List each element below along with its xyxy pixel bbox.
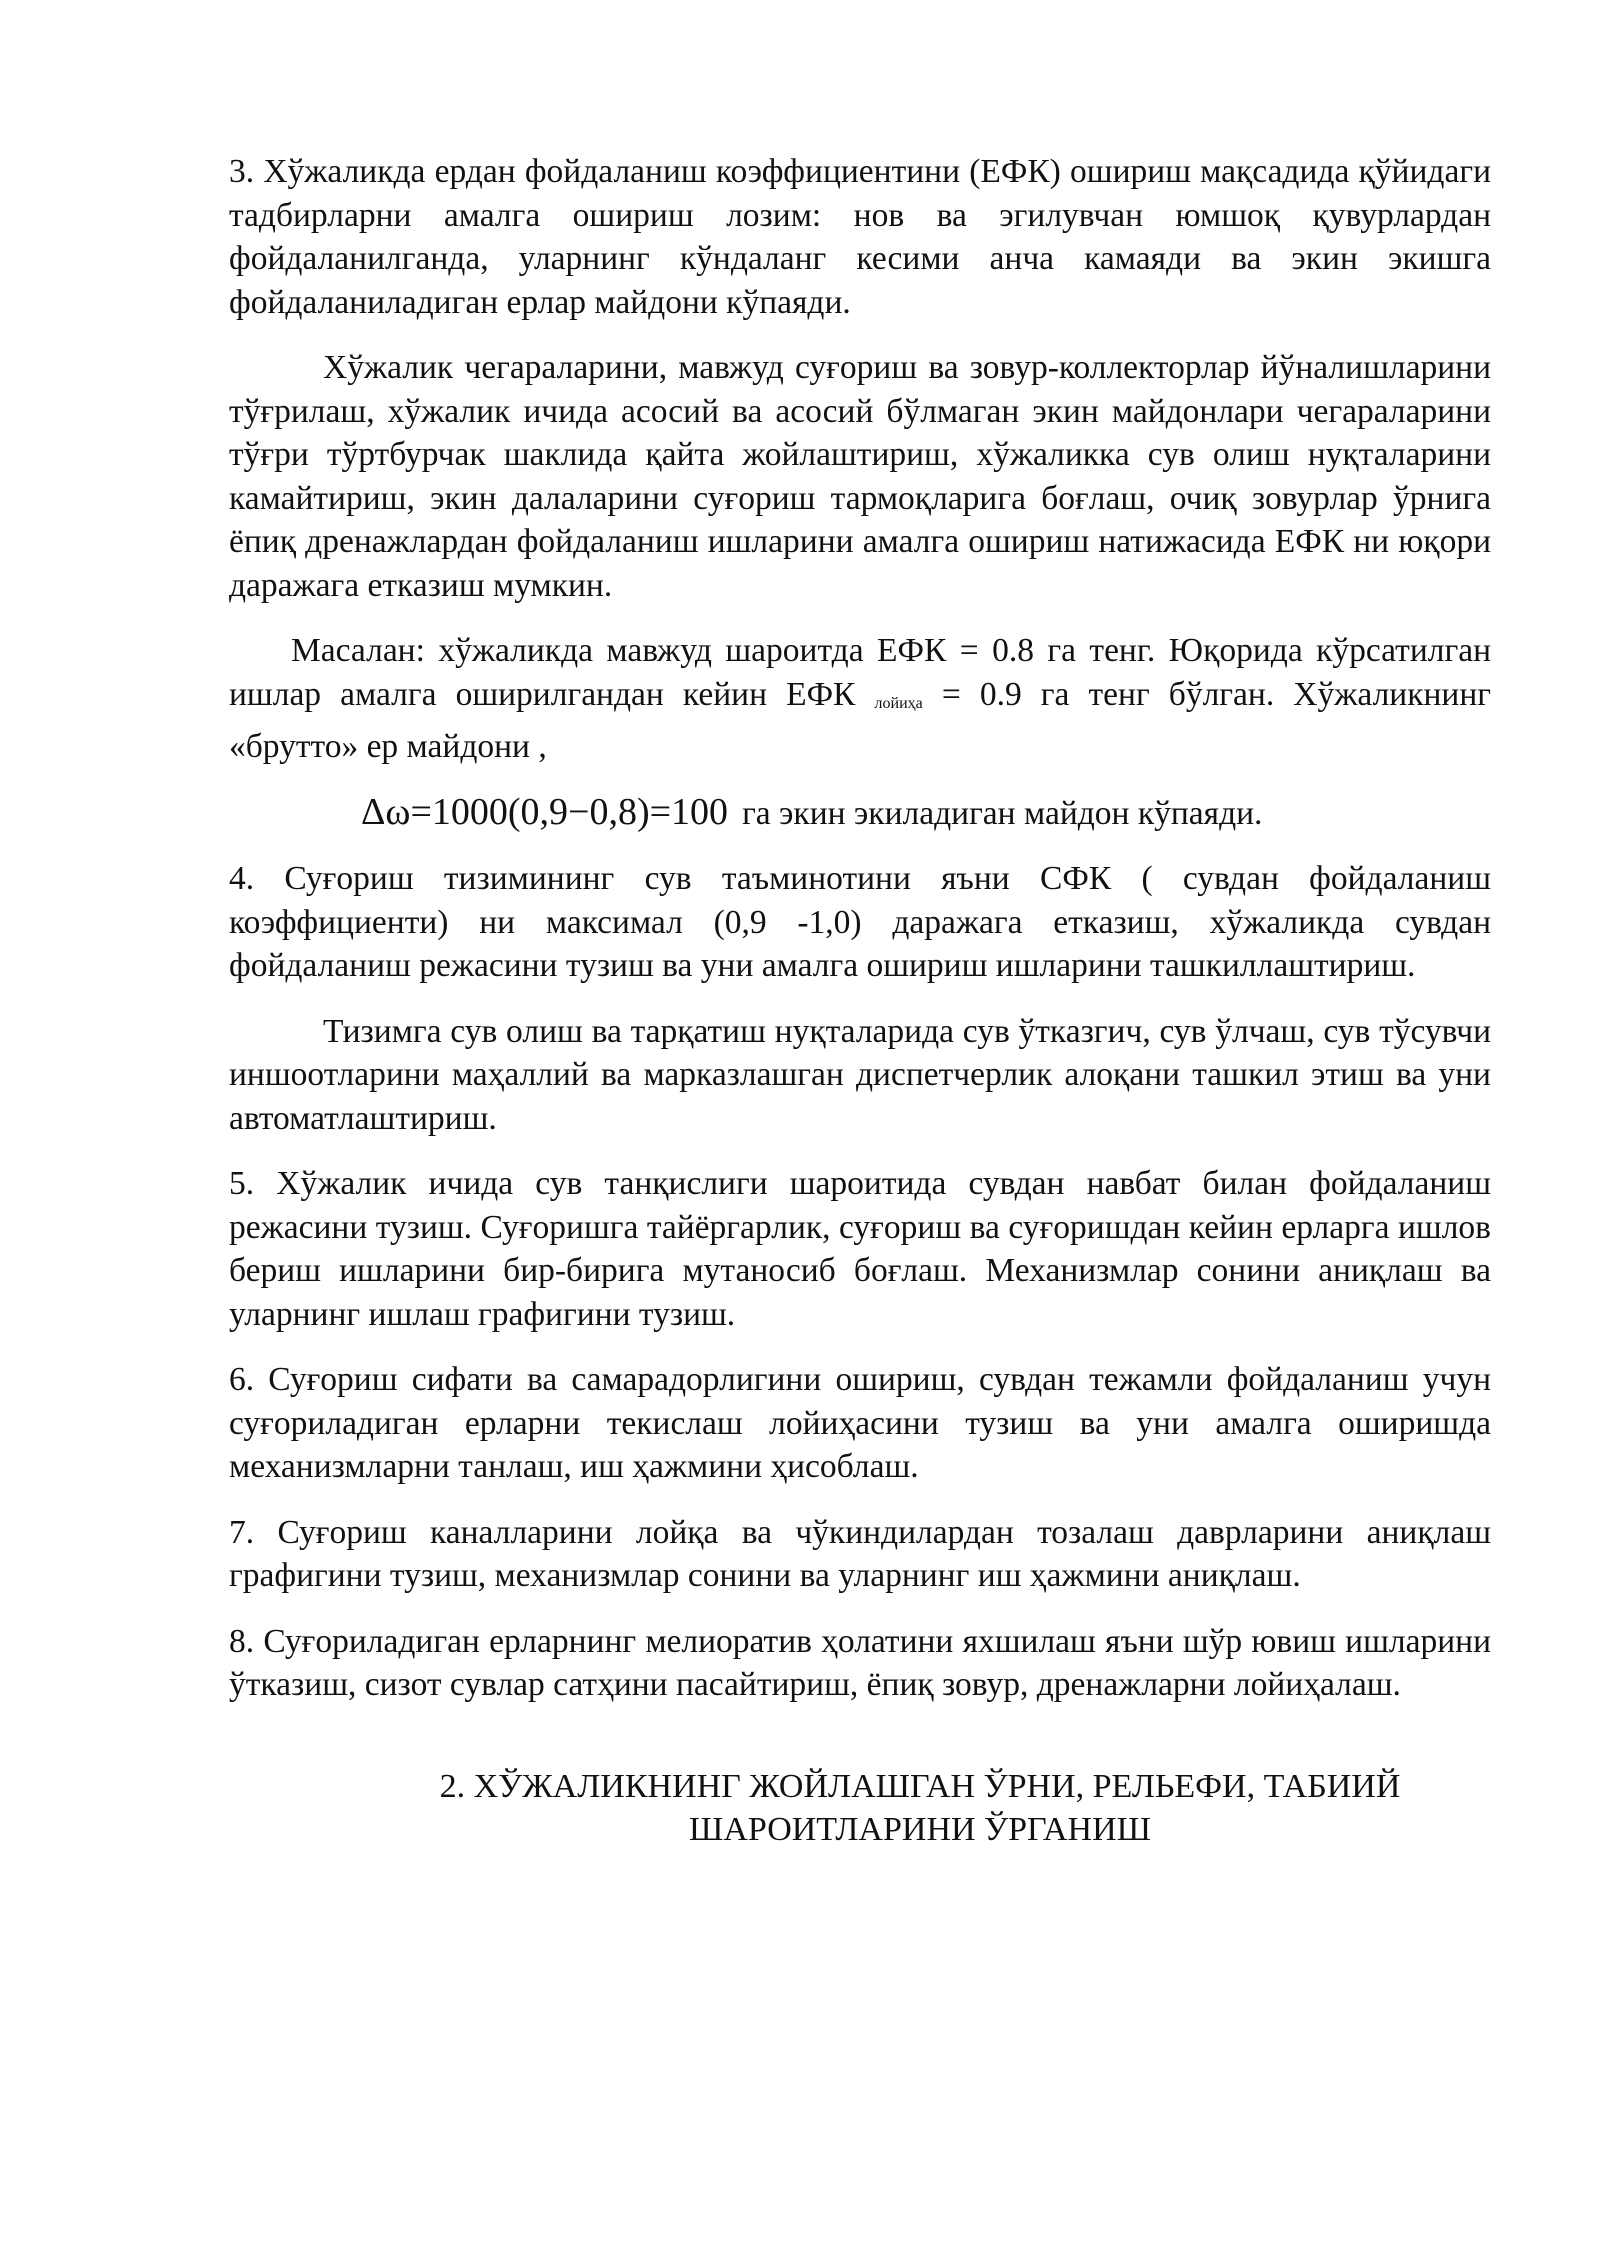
example-subscript: лойиҳа bbox=[874, 694, 923, 712]
formula-line bbox=[229, 791, 1491, 836]
example-paragraph bbox=[229, 629, 1491, 769]
document-page bbox=[229, 150, 1491, 1851]
section-heading-line-2: ШАРОИТЛАРИНИ ЎРГАНИШ bbox=[689, 1810, 1151, 1848]
paragraph-5: 5. Хўжалик ичида сув танқислиги шароитида сувдан навбат билан фойдаланиш режасини тузиш. Суғоришга тайёргарлик, суғориш ва суғоришдан кейин ерларга ишлов бериш ишларини бир-бирига мутаносиб боғлаш. Механизмлар сонини аниқлаш ва уларнинг ишлаш графигини тузиш. bbox=[229, 1165, 1491, 1333]
section-heading bbox=[229, 1765, 1491, 1851]
paragraph-8: 8. Суғориладиган ерларнинг мелиоратив ҳолатини яхшилаш яъни шўр ювиш ишларини ўтказиш, сизот сувлар сатҳини пасайтириш, ёпиқ зовур, дренажларни лойиҳалаш. bbox=[229, 1622, 1491, 1703]
paragraph-4: 4. Суғориш тизимининг сув таъминотини яъни СФК ( сувдан фойдаланиш коэффициенти) ни максимал (0,9 -1,0) даражага етказиш, хўжаликда сувдан фойдаланиш режасини тузиш ва уни амалга ошириш ишларини ташкиллаштириш. bbox=[229, 860, 1491, 984]
example-text-b: = 0.9 га тенг бўлган. Хўжаликнинг «брутто» ер майдони , bbox=[229, 675, 1492, 765]
formula-tail: га экин экиладиган майдон кўпаяди. bbox=[742, 794, 1263, 832]
paragraph-7: 7. Суғориш каналларини лойқа ва чўкиндилардан тозалаш даврларини аниқлаш графигини тузиш, механизмлар сонини ва уларнинг иш ҳажмини аниқлаш. bbox=[229, 1513, 1491, 1594]
formula: Δω=1000(0,9−0,8)=100 bbox=[361, 790, 729, 833]
section-heading-line-1: 2. ХЎЖАЛИКНИНГ ЖОЙЛАШГАН ЎРНИ, РЕЛЬЕФИ, ТАБИИЙ bbox=[439, 1767, 1401, 1805]
paragraph-3: 3. Хўжаликда ердан фойдаланиш коэффициентини (ЕФК) ошириш мақсадида қўйидаги тадбирларни амалга ошириш лозим: нов ва эгилувчан юмшоқ қувурлардан фойдаланилганда, уларнинг кўндаланг кесими анча камаяди ва экин экишга фойдаланиладиган ерлар майдони кўпаяди. bbox=[229, 153, 1491, 321]
paragraph-3-continued: Хўжалик чегараларини, мавжуд суғориш ва зовур-коллекторлар йўналишларини тўғрилаш, хўжалик ичида асосий ва асосий бўлмаган экин майдонлари чегараларини тўғри тўртбурчак шаклида қайта жойлаштириш, хўжаликка сув олиш нуқталарини камайтириш, экин далаларини суғориш тармоқларига боғлаш, очиқ зовурлар ўрнига ёпиқ дренажлардан фойдаланиш ишларини амалга ошириш натижасида ЕФК ни юқори даражага етказиш мумкин. bbox=[229, 349, 1491, 604]
paragraph-6: 6. Суғориш сифати ва самарадорлигини ошириш, сувдан тежамли фойдаланиш учун суғориладиган ерларни текислаш лойиҳасини тузиш ва уни амалга оширишда механизмларни танлаш, иш ҳажмини ҳисоблаш. bbox=[229, 1361, 1491, 1485]
example-text-a: Масалан: хўжаликда мавжуд шароитда ЕФК = 0.8 га тенг. Юқорида кўрсатилган ишлар амалга оширилгандан кейин ЕФК bbox=[229, 632, 1491, 713]
paragraph-4-continued: Тизимга сув олиш ва тарқатиш нуқталарида сув ўтказгич, сув ўлчаш, сув тўсувчи иншоотларини маҳаллий ва марказлашган диспетчерлик алоқани ташкил этиш ва уни автоматлаштириш. bbox=[229, 1012, 1491, 1137]
